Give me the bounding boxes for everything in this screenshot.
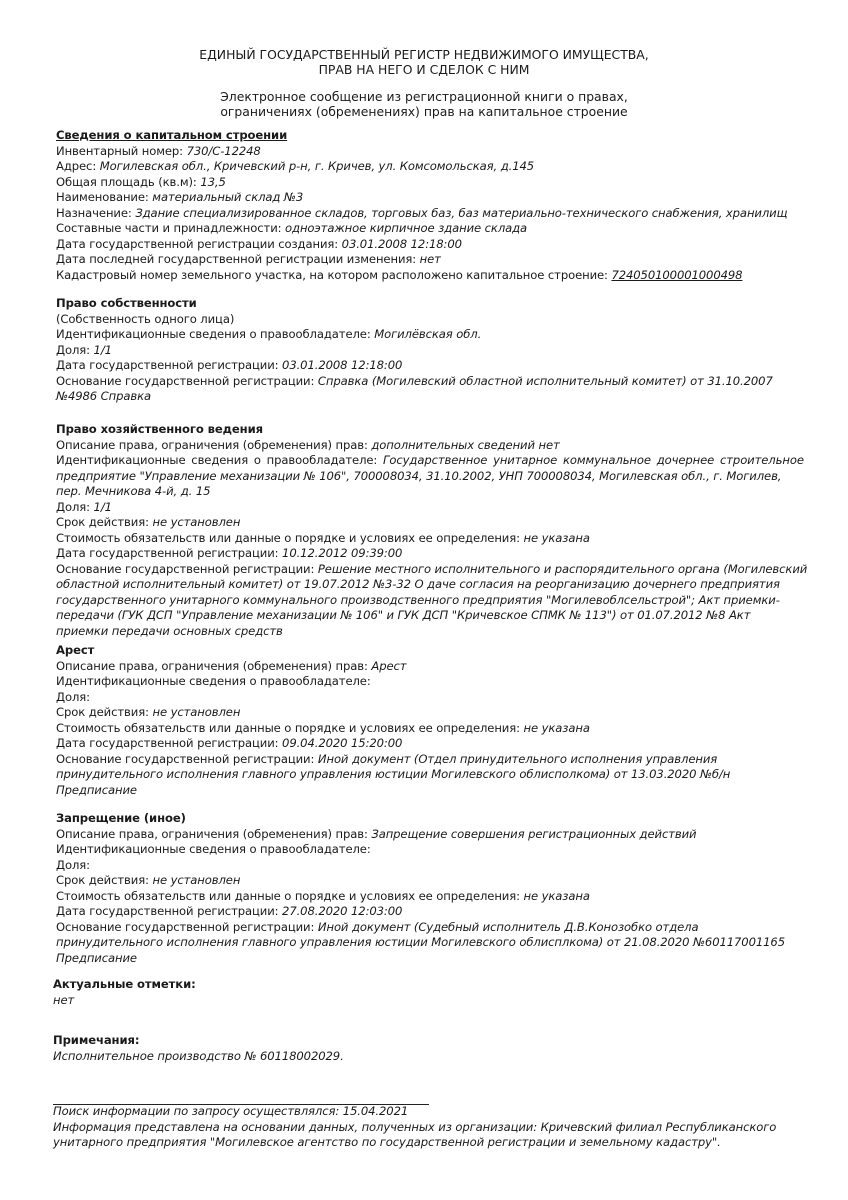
field-reg-date: Дата государственной регистрации: 27.08.2020 12:03:00 [56, 904, 403, 918]
field-basis-cont-1: областной исполнительный комитет) от 19.07.2012 №3-32 О даче согласия на реорганизацию дочернего предприятия [56, 577, 780, 591]
field-cadastral: Кадастровый номер земельного участка, на котором расположено капитальное строение: 724050100001000498 [56, 267, 743, 282]
section-heading: Арест [56, 643, 95, 657]
section-heading: Право хозяйственного ведения [56, 422, 263, 436]
field-created: Дата государственной регистрации создания: 03.01.2008 12:18:00 [56, 236, 462, 251]
field-basis-cont-1: принудительного исполнения главного управления юстиции Могилевского облисплкома) от 21.08.2020 №60117001165 [56, 935, 785, 949]
field-basis-cont-2: Предписание [56, 950, 137, 965]
field-description: Описание права, ограничения (обременения) прав: дополнительных сведений нет [56, 437, 560, 452]
field-cost: Стоимость обязательств или данные о порядке и условиях ее определения: не указана [56, 530, 590, 545]
field-term: Срок действия: не установлен [56, 515, 241, 529]
field-cost: Стоимость обязательств или данные о порядке и условиях ее определения: не указана [56, 720, 590, 735]
section-heading: Актуальные отметки: [53, 977, 196, 991]
field-basis-cont-2: Предписание [56, 782, 137, 797]
cadastral-number-link[interactable]: 724050100001000498 [611, 267, 743, 282]
field-parts: Составные части и принадлежности: одноэтажное кирпичное здание склада [56, 221, 528, 235]
field-basis-cont-2: государственного унитарного коммунального производственного предприятия "Могилевоблсельстрой"; Акт приемки- [56, 592, 780, 607]
field-basis: Основание государственной регистрации: Решение местного исполнительного и распорядительного органа (Могилевский [56, 561, 808, 576]
field-area: Общая площадь (кв.м): 13,5 [56, 174, 226, 189]
section-heading: Запрещение (иное) [56, 811, 186, 825]
section-arrest [56, 643, 826, 798]
field-basis-cont-4: приемки передачи основных средств [56, 623, 283, 638]
field-inventory: Инвентарный номер: 730/С-12248 [56, 143, 261, 158]
section-heading: Сведения о капитальном строении [56, 128, 288, 142]
footer [53, 1104, 823, 1151]
field-holder: Идентификационные сведения о правообладателе: [56, 674, 371, 688]
field-changed: Дата последней государственной регистрации изменения: нет [56, 252, 441, 266]
field-term: Срок действия: не установлен [56, 705, 241, 719]
footer-search-date: Поиск информации по запросу осуществлялся: 15.04.2021 [53, 1104, 409, 1118]
section-building [56, 128, 826, 283]
section-heading: Примечания: [53, 1033, 140, 1047]
section-current-marks [53, 977, 823, 1008]
section-prohibition [56, 811, 826, 966]
document-subtitle [0, 89, 848, 119]
subtitle-line-1: Электронное сообщение из регистрационной книги о правах, [220, 89, 628, 104]
field-share: Доля: 1/1 [56, 499, 112, 514]
field-holder: Идентификационные сведения о правообладателе: Могилёвская обл. [56, 327, 482, 341]
field-share: Доля: 1/1 [56, 342, 112, 357]
notes-value: Исполнительное производство № 60118002029. [53, 1048, 344, 1063]
field-cost: Стоимость обязательств или данные о порядке и условиях ее определения: не указана [56, 888, 590, 903]
title-line-2: ПРАВ НА НЕГО И СДЕЛОК С НИМ [318, 62, 530, 77]
document-title [0, 47, 848, 77]
section-heading: Право собственности [56, 296, 197, 310]
current-marks-value: нет [53, 992, 75, 1007]
field-name: Наименование: материальный склад №3 [56, 190, 304, 204]
footer-source-line-1: Информация представлена на основании данных, полученных из организации: Кричевский филиал Республиканского [53, 1119, 777, 1134]
footer-source-line-2: унитарного предприятия "Могилевское агентство по государственной регистрации и земельному кадастру". [53, 1135, 721, 1149]
section-economic-management [56, 422, 826, 639]
field-basis: Основание государственной регистрации: Иной документ (Отдел принудительного исполнения управления [56, 751, 718, 766]
field-term: Срок действия: не установлен [56, 873, 241, 887]
title-line-1: ЕДИНЫЙ ГОСУДАРСТВЕННЫЙ РЕГИСТР НЕДВИЖИМОГО ИМУЩЕСТВА, [199, 47, 649, 62]
subtitle-line-2: ограничениях (обременениях) прав на капитальное строение [220, 104, 628, 119]
field-holder-cont-1: предприятие "Управление механизации № 106", 700008034, 31.10.2002, УНП 700008034, Могилевская обл., г. Могилев, [56, 468, 782, 483]
section-notes [53, 1033, 823, 1064]
field-description: Описание права, ограничения (обременения) прав: Запрещение совершения регистрационных действий [56, 826, 697, 841]
field-reg-date: Дата государственной регистрации: 10.12.2012 09:39:00 [56, 546, 403, 560]
field-reg-date: Дата государственной регистрации: 09.04.2020 15:20:00 [56, 736, 403, 750]
field-reg-date: Дата государственной регистрации: 03.01.2008 12:18:00 [56, 358, 403, 372]
field-holder: Идентификационные сведения о правообладателе: [56, 842, 371, 856]
field-holder: Идентификационные сведения о правообладателе: Государственное унитарное коммунальное дочернее строительное [56, 453, 804, 467]
field-address: Адрес: Могилевская обл., Кричевский р-н, г. Кричев, ул. Комсомольская, д.145 [56, 159, 535, 173]
field-basis-cont-3: передачи (ГУК ДСП "Управление механизации № 106" и ГУК ДСП "Кричевское СПМК № 113") от 01.07.2012 №8 Акт [56, 608, 751, 622]
section-ownership [56, 296, 826, 405]
field-basis: Основание государственной регистрации: Иной документ (Судебный исполнитель Д.В.Конозобко отдела [56, 919, 699, 934]
field-holder-cont-2: пер. Мечникова 4-й, д. 15 [56, 484, 211, 498]
field-share: Доля: [56, 689, 90, 704]
field-basis-cont: №4986 Справка [56, 389, 152, 403]
field-basis-cont-1: принудительного исполнения главного управления юстиции Могилевского облисполкома) от 13.03.2020 №б/н [56, 767, 731, 781]
field-share: Доля: [56, 857, 90, 872]
field-description: Описание права, ограничения (обременения) прав: Арест [56, 658, 407, 673]
field-basis: Основание государственной регистрации: Справка (Могилевский областной исполнительный комитет) от 31.10.2007 [56, 373, 773, 388]
ownership-type: (Собственность одного лица) [56, 311, 235, 326]
field-purpose: Назначение: Здание специализированное складов, торговых баз, баз материально-технического снабжения, хранилищ [56, 205, 788, 220]
